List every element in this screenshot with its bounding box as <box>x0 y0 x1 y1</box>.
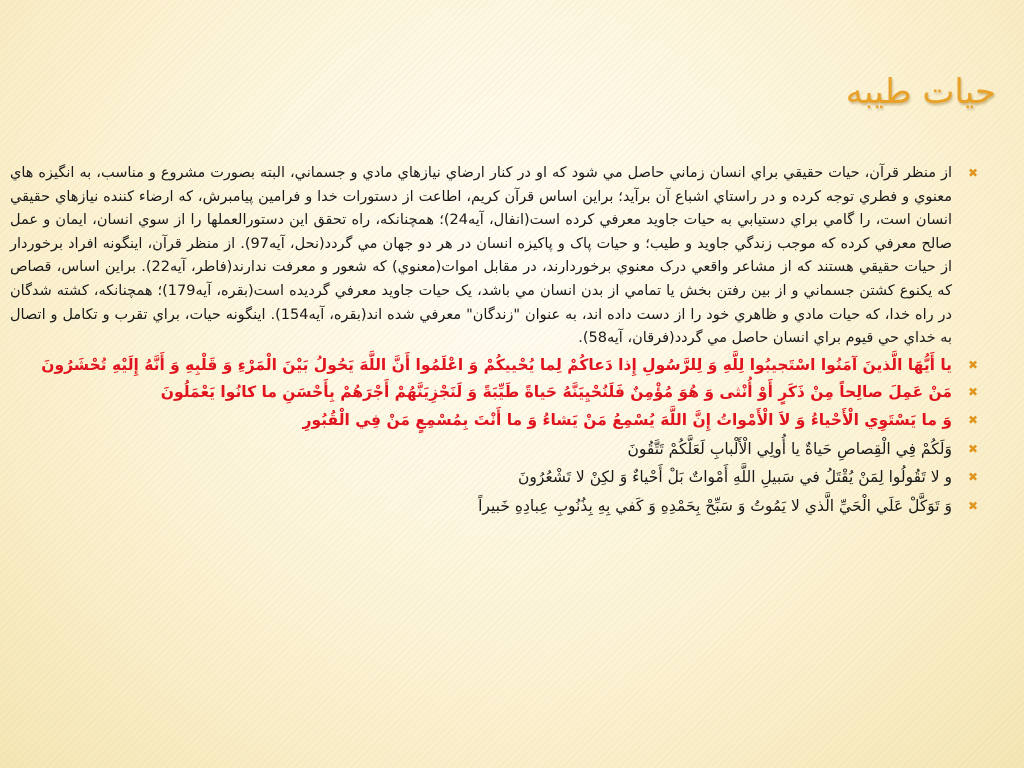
bullet-icon: ✖ <box>967 470 978 485</box>
bullet-icon: ✖ <box>967 384 978 399</box>
verse-nahl-97 <box>10 378 978 407</box>
verse-fatir-22 <box>10 406 978 435</box>
bullet-icon: ✖ <box>967 441 978 456</box>
slide-title: حيات طيبه <box>845 72 996 112</box>
verse-text: وَلَكُمْ فِي الْقِصاصِ حَياةٌ يا أُولِي الْأَلْبابِ لَعَلَّكُمْ تَتَّقُونَ <box>627 439 952 458</box>
bullet-icon: ✖ <box>967 357 978 372</box>
verse-baqarah-154 <box>10 463 978 492</box>
main-paragraph <box>10 162 978 351</box>
verse-text: وَ تَوَكَّلْ عَلَي الْحَيِّ الَّذي لا يَمُوتُ وَ سَبِّحْ بِحَمْدِهِ وَ كَفي‏ بِهِ بِذُنُوبِ عِبادِهِ خَبيراً <box>478 496 952 515</box>
verse-text: يا أَيُّهَا الَّذينَ آمَنُوا اسْتَجيبُوا لِلَّهِ وَ لِلرَّسُولِ إِذا دَعاكُمْ لِما يُحْييكُمْ وَ اعْلَمُوا أَنَّ اللَّهَ يَحُولُ بَيْنَ الْمَرْءِ وَ قَلْبِهِ وَ أَنَّهُ إِلَيْهِ تُحْشَرُونَ <box>41 355 952 374</box>
slide-content <box>10 162 978 520</box>
main-paragraph-text: از منظر قرآن، حيات حقيقي براي انسان زماني حاصل مي شود که او در کنار ارضاي نيازهاي مادي و جسماني، البته بصورت مشروع و مناسب، به انگيزه هاي معنوي و فطري توجه کرده و در راستاي اشباع آن برآيد؛ براين اساس قرآن کريم، اطاعت از دستورات خدا و فرامين پيامبرش، که ارضاء کننده نيازهاي حقيقي انسان است، را گامي براي دستيابي به حيات جاويد معرفي کرده است(انفال، آيه24)؛ همچنانکه، راه تحقق اين دستورالعملها را از سوي انسان، ايمان و عمل صالح معرفي کرده که موجب زندگي جاويد و طيب؛ و حيات پاک و پاکيزه انسان در هر دو جهان مي گردد(نحل، آيه97). از منظر قرآن، اينگونه افراد برخوردار از حيات حقيقي هستند که از مشاعر واقعي درک معنوي برخوردارند، در مقابل اموات(معنوي) که شعور و معرفت ندارند(فاطر، آيه22). براين اساس، قصاص که يکنوع کشتن جسماني و از بين رفتن بخش يا تمامي از بدن انسان مي باشد، يک حيات جاويد معرفي گرديده است(بقره، آيه179)؛ همچنانکه، کشته شدگان در راه خدا، که حيات مادي و ظاهري خود را از دست داده اند، به عنوان "زندگان" معرفي شده اند(بقره، آيه154). اينگونه حيات، براي تقرب و تکامل و اتصال به خداي حي قيوم براي انسان حاصل مي گردد(فرقان، آيه58). <box>10 165 953 347</box>
bullet-icon: ✖ <box>967 498 978 513</box>
verse-anfal-24 <box>10 353 978 378</box>
verse-text: وَ ما يَسْتَوِي الْأَحْياءُ وَ لاَ الْأَمْواتُ إِنَّ اللَّهَ يُسْمِعُ مَنْ يَشاءُ وَ ما أَنْتَ بِمُسْمِعٍ مَنْ فِي الْقُبُورِ <box>302 411 952 430</box>
verse-text: مَنْ عَمِلَ صالِحاً مِنْ ذَكَرٍ أَوْ أُنْثى‏ وَ هُوَ مُؤْمِنٌ فَلَنُحْيِيَنَّهُ حَياةً طَيِّبَةً وَ لَنَجْزِيَنَّهُمْ أَجْرَهُمْ بِأَحْسَنِ ما كانُوا يَعْمَلُونَ <box>160 382 952 401</box>
verse-text: و لا تَقُولُوا لِمَنْ يُقْتَلُ في سَبيلِ اللَّهِ أَمْواتٌ بَلْ أَحْياءٌ وَ لكِنْ لا تَشْعُرُونَ <box>517 468 952 487</box>
verse-baqarah-179 <box>10 435 978 464</box>
bullet-icon: ✖ <box>967 166 978 180</box>
bullet-icon: ✖ <box>967 413 978 428</box>
verse-furqan-58 <box>10 492 978 521</box>
